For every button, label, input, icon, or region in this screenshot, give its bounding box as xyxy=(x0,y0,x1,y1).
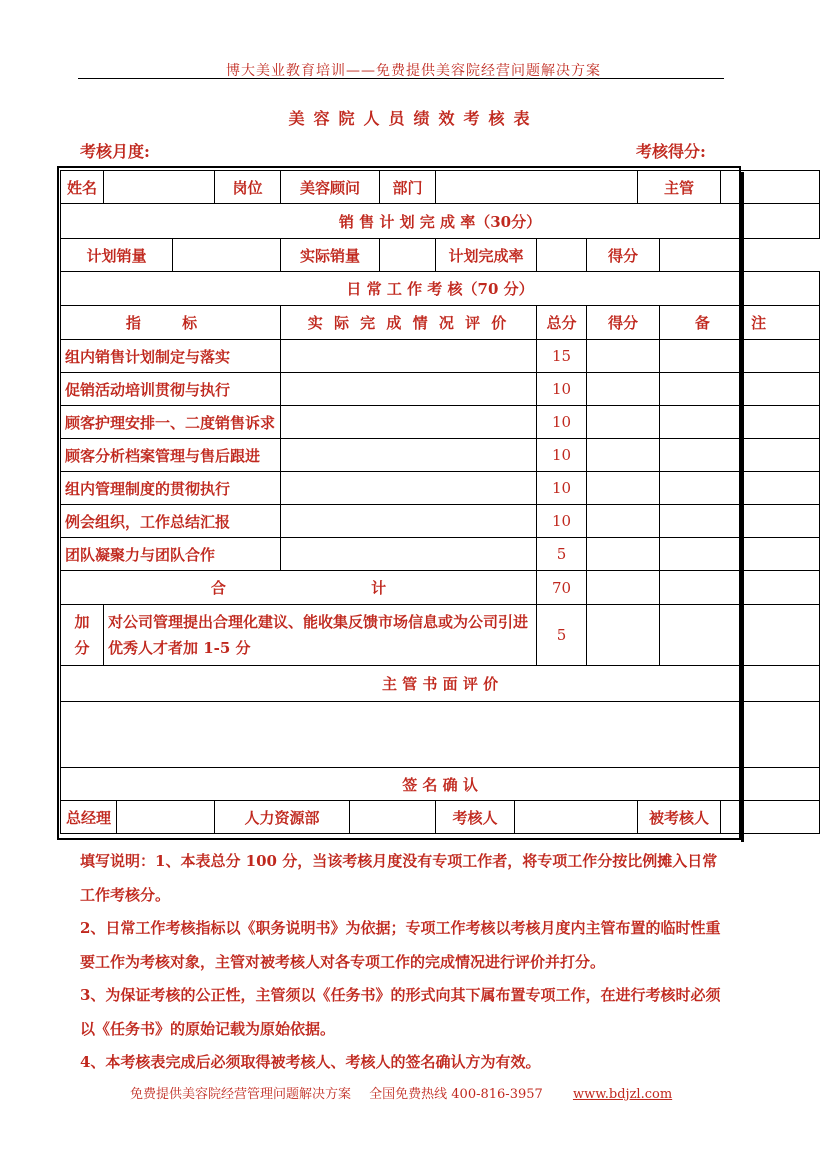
score-cell[interactable] xyxy=(587,340,660,373)
table-row xyxy=(61,439,820,472)
bonus-label: 加分 xyxy=(61,605,104,666)
sum-remark-cell[interactable] xyxy=(660,571,820,605)
table-row xyxy=(61,340,820,373)
remark-header: 备 注 xyxy=(660,306,820,340)
sum-label: 合 计 xyxy=(61,571,537,605)
post-value: 美容顾问 xyxy=(281,171,380,204)
dept-label: 部门 xyxy=(380,171,436,204)
bonus-description: 对公司管理提出合理化建议、能收集反馈市场信息或为公司引进优秀人才者加 1-5 分 xyxy=(104,605,537,666)
table-row xyxy=(61,505,820,538)
total-value: 10 xyxy=(537,406,587,439)
completion-rate-input[interactable] xyxy=(537,239,587,272)
indicator-name: 促销活动培训贯彻与执行 xyxy=(61,373,281,406)
name-input-cell[interactable] xyxy=(104,171,215,204)
assessment-score-label: 考核得分: xyxy=(636,142,706,161)
assessment-month-label: 考核月度: xyxy=(80,142,150,161)
evaluation-cell[interactable] xyxy=(281,538,537,571)
planned-sales-label: 计划销量 xyxy=(61,239,173,272)
score-cell[interactable] xyxy=(587,406,660,439)
table-row xyxy=(61,406,820,439)
supervisor-eval-input[interactable] xyxy=(61,702,820,768)
hr-signature-cell[interactable] xyxy=(350,801,436,834)
performance-table xyxy=(60,170,820,834)
remark-cell[interactable] xyxy=(660,406,820,439)
score-cell[interactable] xyxy=(587,538,660,571)
header-divider xyxy=(78,78,724,79)
remark-cell[interactable] xyxy=(660,472,820,505)
total-value: 10 xyxy=(537,373,587,406)
evaluation-cell[interactable] xyxy=(281,439,537,472)
footer-slogan: 免费提供美容院经营管理问题解决方案 xyxy=(130,1087,352,1102)
indicator-name: 组内销售计划制定与落实 xyxy=(61,340,281,373)
signature-section-title: 签 名 确 认 xyxy=(61,768,820,801)
daily-section-title: 日 常 工 作 考 核（70 分） xyxy=(61,272,820,306)
actual-sales-label: 实际销量 xyxy=(281,239,380,272)
table-row xyxy=(61,472,820,505)
hr-label: 人力资源部 xyxy=(215,801,350,834)
total-header: 总分 xyxy=(537,306,587,340)
score-header: 得分 xyxy=(587,306,660,340)
footer-website-link[interactable]: www.bdjzl.com xyxy=(572,1087,673,1102)
instruction-item: 3、为保证考核的公正性，主管须以《任务书》的形式向其下属布置专项工作，在进行考核时必须以《任务书》的原始记载为原始依据。 xyxy=(80,986,721,1038)
table-row xyxy=(61,373,820,406)
total-value: 15 xyxy=(537,340,587,373)
post-label: 岗位 xyxy=(215,171,281,204)
evaluation-cell[interactable] xyxy=(281,406,537,439)
evaluation-cell[interactable] xyxy=(281,373,537,406)
instruction-item: 2、日常工作考核指标以《职务说明书》为依据；专项工作考核以考核月度内主管布置的临时性重要工作为考核对象，主管对被考核人对各专项工作的完成情况进行评价并打分。 xyxy=(80,919,721,971)
indicator-name: 顾客分析档案管理与售后跟进 xyxy=(61,439,281,472)
supervisor-eval-title: 主 管 书 面 评 价 xyxy=(61,666,820,702)
total-value: 10 xyxy=(537,472,587,505)
remark-cell[interactable] xyxy=(660,439,820,472)
actual-sales-input[interactable] xyxy=(380,239,436,272)
indicator-header: 指 标 xyxy=(61,306,281,340)
score-cell[interactable] xyxy=(587,373,660,406)
indicator-name: 团队凝聚力与团队合作 xyxy=(61,538,281,571)
dept-input-cell[interactable] xyxy=(436,171,638,204)
indicator-name: 组内管理制度的贯彻执行 xyxy=(61,472,281,505)
evaluation-header: 实 际 完 成 情 况 评 价 xyxy=(281,306,537,340)
instruction-item: 填写说明：1、本表总分 100 分，当该考核月度没有专项工作者，将专项工作分按比例摊入日常工作考核分。 xyxy=(80,852,718,904)
total-value: 10 xyxy=(537,439,587,472)
completion-rate-label: 计划完成率 xyxy=(436,239,537,272)
assessee-signature-cell[interactable] xyxy=(721,801,820,834)
instruction-item: 4、本考核表完成后必须取得被考核人、考核人的签名确认方为有效。 xyxy=(80,1053,541,1071)
sum-score-cell[interactable] xyxy=(587,571,660,605)
total-value: 10 xyxy=(537,505,587,538)
footer-hotline: 全国免费热线 400-816-3957 xyxy=(369,1087,543,1102)
sales-section-title: 销 售 计 划 完 成 率（30分） xyxy=(61,204,820,239)
sales-score-input[interactable] xyxy=(660,239,741,272)
evaluation-cell[interactable] xyxy=(281,340,537,373)
remark-cell[interactable] xyxy=(660,505,820,538)
table-row xyxy=(61,538,820,571)
gm-label: 总经理 xyxy=(61,801,117,834)
score-cell[interactable] xyxy=(587,439,660,472)
remark-cell[interactable] xyxy=(660,373,820,406)
score-cell[interactable] xyxy=(587,472,660,505)
evaluation-cell[interactable] xyxy=(281,505,537,538)
supervisor-input-cell[interactable] xyxy=(721,171,820,204)
sum-value: 70 xyxy=(537,571,587,605)
remark-cell[interactable] xyxy=(660,538,820,571)
name-label: 姓名 xyxy=(61,171,104,204)
bonus-value: 5 xyxy=(537,605,587,666)
sales-score-label: 得分 xyxy=(587,239,660,272)
score-cell[interactable] xyxy=(587,505,660,538)
bonus-remark-cell[interactable] xyxy=(660,605,820,666)
assessor-label: 考核人 xyxy=(436,801,515,834)
indicator-name: 顾客护理安排一、二度销售诉求 xyxy=(61,406,281,439)
page-footer xyxy=(130,1083,672,1102)
remark-cell[interactable] xyxy=(660,340,820,373)
total-value: 5 xyxy=(537,538,587,571)
supervisor-label: 主管 xyxy=(638,171,721,204)
form-title: 美容院人员绩效考核表 xyxy=(288,109,539,128)
assessor-signature-cell[interactable] xyxy=(515,801,638,834)
gm-signature-cell[interactable] xyxy=(117,801,215,834)
indicator-name: 例会组织，工作总结汇报 xyxy=(61,505,281,538)
page-header-banner: 博大美业教育培训——免费提供美容院经营问题解决方案 xyxy=(226,63,601,79)
evaluation-cell[interactable] xyxy=(281,472,537,505)
planned-sales-input[interactable] xyxy=(173,239,281,272)
bonus-score-cell[interactable] xyxy=(587,605,660,666)
instructions xyxy=(80,845,730,1080)
assessee-label: 被考核人 xyxy=(638,801,721,834)
